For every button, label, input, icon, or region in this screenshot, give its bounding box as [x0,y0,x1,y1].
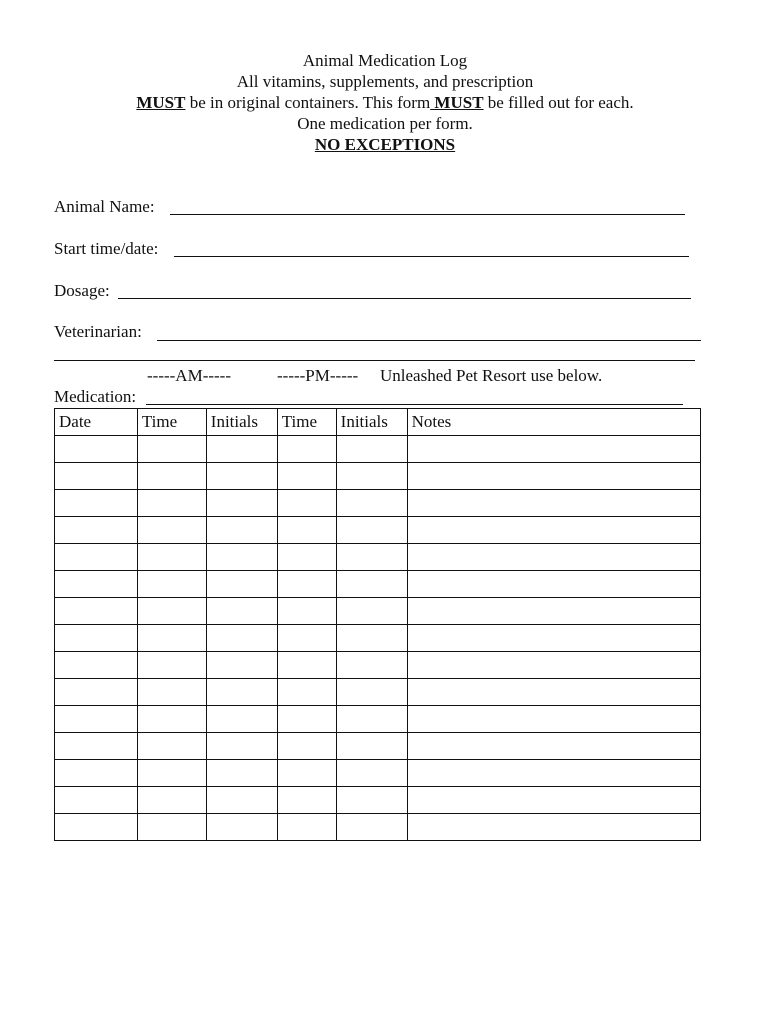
pm-time-cell[interactable] [277,598,336,625]
date-cell[interactable] [55,517,138,544]
header-line-3-end: be filled out for each. [483,93,634,112]
table-row [55,760,701,787]
am-initials-cell[interactable] [206,571,277,598]
resort-use-note: Unleashed Pet Resort use below. [380,366,603,385]
header-line-3 [0,92,770,113]
pm-time-cell[interactable] [277,571,336,598]
table-row [55,517,701,544]
am-time-cell[interactable] [137,625,206,652]
date-cell[interactable] [55,544,138,571]
am-time-cell[interactable] [137,463,206,490]
am-time-cell[interactable] [137,490,206,517]
date-cell[interactable] [55,625,138,652]
form-title: Animal Medication Log [302,51,468,70]
notes-cell[interactable] [407,760,700,787]
animal-name-input-line[interactable] [170,214,685,215]
pm-initials-cell[interactable] [336,625,407,652]
header-line-2: All vitamins, supplements, and prescription [236,72,534,91]
pm-initials-cell[interactable] [336,652,407,679]
notes-cell[interactable] [407,652,700,679]
am-time-cell[interactable] [137,571,206,598]
date-cell[interactable] [55,652,138,679]
pm-time-cell[interactable] [277,544,336,571]
notes-cell[interactable] [407,571,700,598]
pm-initials-cell[interactable] [336,544,407,571]
date-cell[interactable] [55,733,138,760]
date-cell[interactable] [55,436,138,463]
pm-time-cell[interactable] [277,733,336,760]
start-time-input-line[interactable] [174,256,689,257]
pm-time-cell[interactable] [277,760,336,787]
table-row [55,706,701,733]
notes-cell[interactable] [407,490,700,517]
column-header-pm-initials: Initials [336,409,407,436]
date-cell[interactable] [55,760,138,787]
am-initials-cell[interactable] [206,544,277,571]
table-row [55,544,701,571]
am-initials-cell[interactable] [206,679,277,706]
table-row [55,571,701,598]
pm-time-cell[interactable] [277,517,336,544]
notes-cell[interactable] [407,436,700,463]
veterinarian-extra-line[interactable] [54,360,695,361]
table-row [55,598,701,625]
date-cell[interactable] [55,679,138,706]
notes-cell[interactable] [407,544,700,571]
am-time-cell[interactable] [137,652,206,679]
date-cell[interactable] [55,706,138,733]
pm-initials-cell[interactable] [336,598,407,625]
am-label: -----AM----- [147,366,232,385]
am-time-cell[interactable] [137,436,206,463]
am-initials-cell[interactable] [206,625,277,652]
column-header-am-time: Time [137,409,206,436]
table-row [55,652,701,679]
pm-time-cell[interactable] [277,652,336,679]
table-header-row [55,409,701,436]
notes-cell[interactable] [407,787,700,814]
am-time-cell[interactable] [137,544,206,571]
am-initials-cell[interactable] [206,733,277,760]
am-time-cell[interactable] [137,760,206,787]
notes-cell[interactable] [407,598,700,625]
pm-time-cell[interactable] [277,436,336,463]
pm-time-cell[interactable] [277,706,336,733]
am-time-cell[interactable] [137,706,206,733]
am-initials-cell[interactable] [206,706,277,733]
am-initials-cell[interactable] [206,787,277,814]
column-header-date: Date [55,409,138,436]
pm-time-cell[interactable] [277,625,336,652]
medication-input-line[interactable] [146,404,683,405]
animal-name-label: Animal Name: [54,197,155,216]
pm-initials-cell[interactable] [336,760,407,787]
pm-time-cell[interactable] [277,787,336,814]
header-line-3-mid: be in original containers. This form [185,93,431,112]
date-cell[interactable] [55,787,138,814]
pm-time-cell[interactable] [277,814,336,841]
am-time-cell[interactable] [137,733,206,760]
notes-cell[interactable] [407,625,700,652]
table-row [55,436,701,463]
pm-label: -----PM----- [277,366,359,385]
notes-cell[interactable] [407,463,700,490]
table-row [55,625,701,652]
pm-initials-cell[interactable] [336,571,407,598]
am-initials-cell[interactable] [206,490,277,517]
pm-initials-cell[interactable] [336,679,407,706]
column-header-notes: Notes [407,409,700,436]
pm-initials-cell[interactable] [336,517,407,544]
pm-initials-cell[interactable] [336,787,407,814]
table-row [55,787,701,814]
medication-log-table [54,408,701,841]
pm-initials-cell[interactable] [336,436,407,463]
dosage-label: Dosage: [54,281,110,300]
veterinarian-input-line[interactable] [157,340,701,341]
log-body [55,436,701,841]
pm-time-cell[interactable] [277,490,336,517]
am-initials-cell[interactable] [206,652,277,679]
medication-label: Medication: [54,387,137,406]
veterinarian-label: Veterinarian: [54,322,142,341]
am-time-cell[interactable] [137,517,206,544]
table-row [55,814,701,841]
must-emphasis-2: MUST [430,93,484,112]
start-time-label: Start time/date: [54,239,159,258]
am-time-cell[interactable] [137,598,206,625]
am-initials-cell[interactable] [206,436,277,463]
table-row [55,733,701,760]
date-cell[interactable] [55,490,138,517]
column-header-am-initials: Initials [206,409,277,436]
pm-initials-cell[interactable] [336,733,407,760]
no-exceptions-notice: NO EXCEPTIONS [314,135,456,154]
table-row [55,490,701,517]
am-initials-cell[interactable] [206,598,277,625]
notes-cell[interactable] [407,679,700,706]
date-cell[interactable] [55,571,138,598]
pm-initials-cell[interactable] [336,814,407,841]
am-time-cell[interactable] [137,814,206,841]
date-cell[interactable] [55,814,138,841]
am-initials-cell[interactable] [206,760,277,787]
date-cell[interactable] [55,598,138,625]
am-time-cell[interactable] [137,787,206,814]
pm-initials-cell[interactable] [336,463,407,490]
notes-cell[interactable] [407,733,700,760]
form-header [0,50,770,155]
table-row [55,463,701,490]
am-initials-cell[interactable] [206,814,277,841]
pm-time-cell[interactable] [277,463,336,490]
notes-cell[interactable] [407,814,700,841]
dosage-input-line[interactable] [118,298,691,299]
notes-cell[interactable] [407,706,700,733]
am-initials-cell[interactable] [206,463,277,490]
pm-initials-cell[interactable] [336,706,407,733]
column-header-pm-time: Time [277,409,336,436]
date-cell[interactable] [55,463,138,490]
pm-time-cell[interactable] [277,679,336,706]
notes-cell[interactable] [407,517,700,544]
am-time-cell[interactable] [137,679,206,706]
table-row [55,679,701,706]
header-line-4: One medication per form. [297,114,473,133]
am-initials-cell[interactable] [206,517,277,544]
must-emphasis-1: MUST [136,93,186,112]
pm-initials-cell[interactable] [336,490,407,517]
